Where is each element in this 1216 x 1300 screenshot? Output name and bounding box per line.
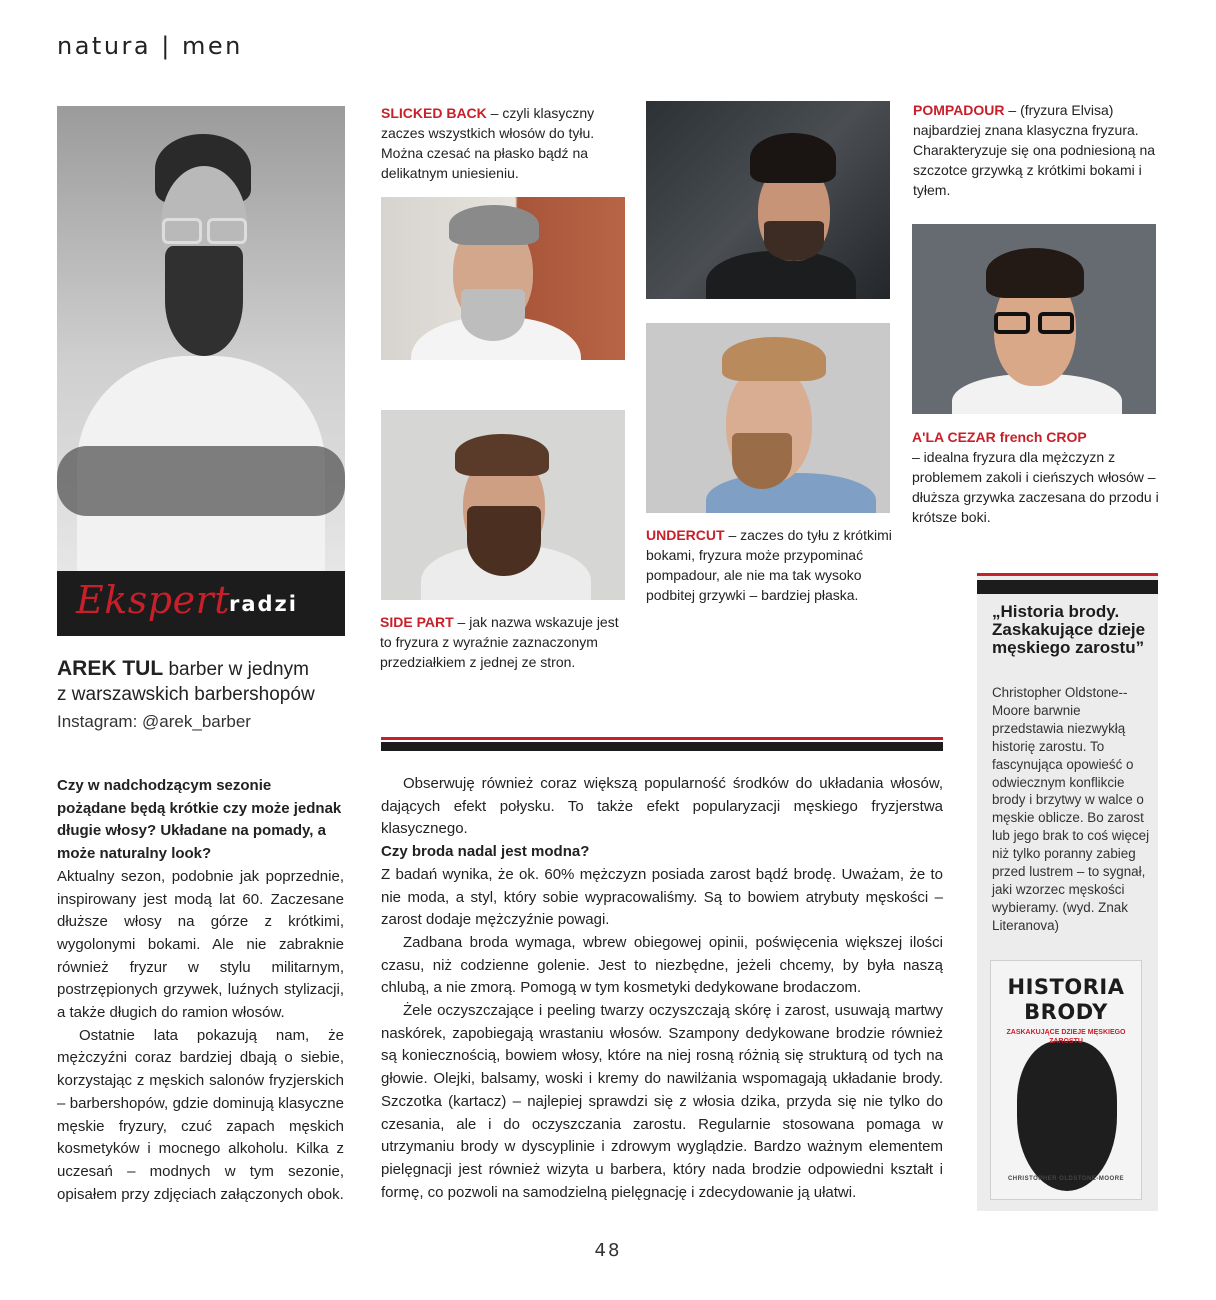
caption-text: – (fryzura Elvisa) najbardziej znana klasyczna fryzura. Charakteryzuje się ona podniesioną na szczotce grzywką z krótkimi bokami i tyłem.: [913, 102, 1156, 198]
caption-text: – jak nazwa wskazuje jest to fryzura z wyraźnie zaznaczonym przedziałkiem z jednej ze stron.: [380, 614, 619, 670]
caption-text: – czyli klasyczny zaczes wszystkich włosów do tyłu. Można czesać na płasko bądź na delikatnym uniesieniu.: [381, 105, 595, 181]
caption-title: POMPADOUR: [913, 102, 1005, 118]
caption-cezar-crop: [912, 427, 1162, 527]
answer-2-paragraph-1: Z badań wynika, że ok. 60% mężczyzn posiada zarost bądź brodę. Uważam, że to nie moda, a styl, który sobie wypracowaliśmy. Są to bowiem atrybuty męskości – zarost dodaje mężczyźnie powagi.: [381, 865, 943, 929]
expert-photo: [57, 106, 345, 571]
sidebar-red-rule: [977, 573, 1158, 576]
page-number: 48: [594, 1240, 622, 1261]
divider-red: [381, 737, 943, 740]
beard-illustration: [1017, 1041, 1117, 1191]
divider-black: [381, 742, 943, 751]
answer-2-paragraph-2: Zadbana broda wymaga, wbrew obiegowej opinii, poświęcenia większej ilości czasu, niż codzienne golenie. Jest to niezbędne, jeżeli chcemy, by była naszą chlubą, a nie zmorą. Pomogą w tym kosmetyki dedykowane brodaczom.: [381, 933, 943, 997]
photo-undercut: [646, 323, 890, 513]
answer-1-paragraph-1: Aktualny sezon, podobnie jak poprzednie, inspirowany jest modą lat 60. Zaczesane dłuższe włosy na górze z krótkimi, wygolonymi bokami. Ale nie zabraknie również fryzur w stylu militarnym, postrzępionych grzywek, luźnych stylizacji, a także długich do ramion włosów.: [57, 867, 344, 1022]
article-column-right: [381, 773, 943, 1204]
sidebar-title: „Historia brody. Zaskakujące dzieje męskiego zarostu”: [992, 602, 1146, 657]
caption-side-part: [380, 612, 630, 672]
book-cover-subtitle: ZASKAKUJĄCE DZIEJE MĘSKIEGO ZAROSTU: [1006, 1029, 1126, 1045]
caption-undercut: [646, 525, 896, 605]
answer-2-paragraph-3: Żele oczyszczające i peeling twarzy oczyszczają skórę i zarost, usuwają martwy naskórek, zapobiegają wrastaniu włosów. Szampony dedykowane brodzie również są koniecznością, bowiem włosy, które na niej rosną różnią się strukturą od tych na głowie. Olejki, balsamy, woski i kremy do nawilżania wspomagają układanie brody. Szczotka (kartacz) – najlepiej sprawdzi się z włosia dzika, przyda się nie tylko do czesania, ale i do oczyszczania zarostu. Regularnie stosowana pomaga w utrzymaniu brody w dyscyplinie i zdrowym wyglądzie. Bardzo ważnym elementem pielęgnacji jest również wizyta u barbera, który nada brodzie odpowiedni kształt i formę, co pozwoli na samodzielną pielęgnację i zdecydowanie ją ułatwi.: [381, 1002, 943, 1201]
caption-text: – zaczes do tyłu z krótkimi bokami, fryzura może przypominać pompadour, ale nie ma tak wysoko podbitej grzywki – bardziej płaska.: [646, 527, 892, 603]
question-1: Czy w nadchodzącym sezonie pożądane będą krótkie czy może jednak długie włosy? Układane na pomady, a może naturalny look?: [57, 777, 342, 863]
expert-banner-script: Ekspert: [76, 578, 231, 622]
expert-byline: [57, 656, 357, 707]
caption-text: – idealna fryzura dla mężczyzn z problemem zakoli i cieńszych włosów – dłuższa grzywka zaczesana do przodu i krótsze boki.: [912, 449, 1159, 525]
caption-title: SIDE PART: [380, 614, 454, 630]
answer-1-paragraph-3: Obserwuję również coraz większą popularność środków do układania włosów, dających efekt połysku. To także efekt popularyzacji męskiego fryzjerstwa klasycznego.: [381, 775, 943, 838]
section-title: natura | men: [57, 32, 243, 60]
book-cover-title: HISTORIA BRODY: [1007, 975, 1125, 1024]
caption-title: SLICKED BACK: [381, 105, 487, 121]
photo-cezar-crop: [912, 224, 1156, 414]
caption-slicked-back: [381, 103, 631, 183]
question-2: Czy broda nadal jest modna?: [381, 843, 590, 861]
photo-side-part: [381, 410, 625, 600]
book-cover-author: CHRISTOPHER OLDSTONE-MOORE: [1007, 1176, 1125, 1182]
sidebar-text: Christopher Oldstone--Moore barwnie przedstawia niezwykłą historię zarostu. To fascynująca opowieść o odwiecznym konflikcie brody i brzytwy w walce o męskie oblicze. Bo zarost lub jego brak to coś więcej niż tylko poranny zabieg przed lustrem – to sygnał, jaki wzorzec męskości wybieramy. (wyd. Znak Literanova): [992, 685, 1150, 933]
caption-title: A'LA CEZAR french CROP: [912, 429, 1087, 445]
expert-role: barber w jednym: [163, 659, 309, 680]
expert-name: AREK TUL: [57, 657, 164, 680]
expert-role-2: z warszawskich barbershopów: [57, 684, 315, 705]
expert-banner-word: radzi: [229, 592, 298, 616]
caption-pompadour: [913, 100, 1163, 200]
photo-slicked-back: [381, 197, 625, 360]
article-column-left: [57, 775, 344, 1206]
sidebar-black-rule: [977, 580, 1158, 594]
answer-1-paragraph-2: Ostatnie lata pokazują nam, że mężczyźni coraz bardziej dbają o siebie, korzystając z męskich salonów fryzjerskich – barbershopów, gdzie dominują klasyczne męskie fryzury, czuć zapach męskich kosmetyków i mocnego alkoholu. Kilka z uczesań – modnych w tym sezonie, opisałem przy zdjęciach załączonych obok.: [57, 1026, 344, 1203]
caption-title: UNDERCUT: [646, 527, 725, 543]
expert-instagram: Instagram: @arek_barber: [57, 712, 251, 731]
photo-pompadour: [646, 101, 890, 299]
